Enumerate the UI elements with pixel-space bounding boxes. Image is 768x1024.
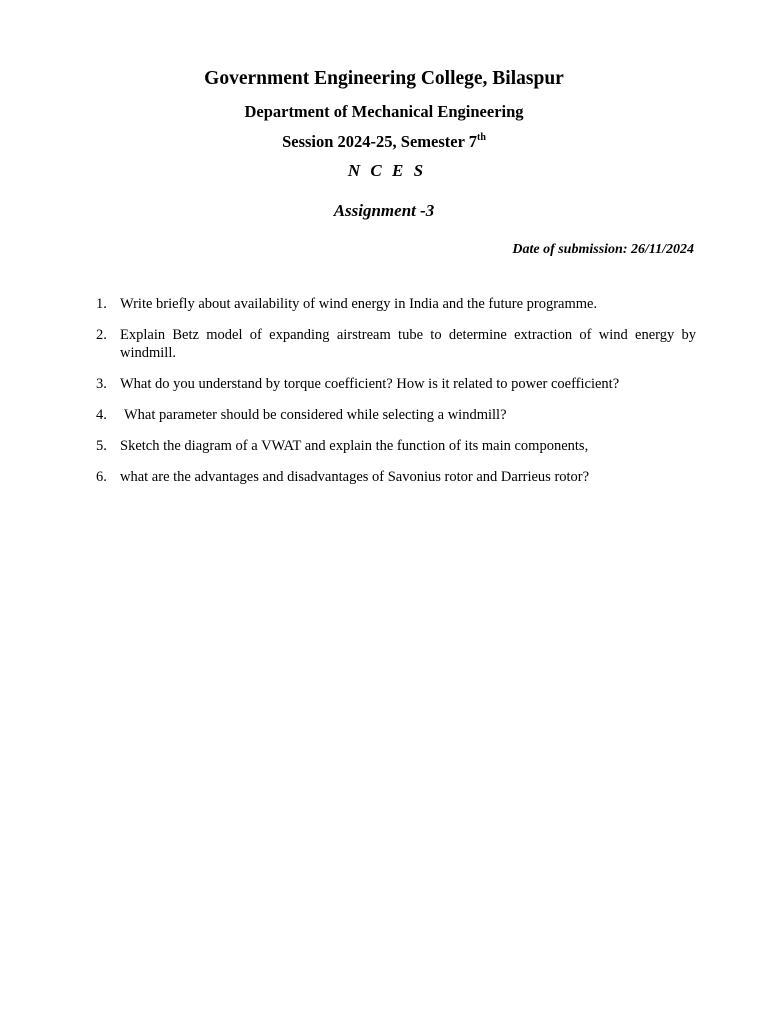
question-number: 3. (96, 376, 107, 392)
question-item (96, 406, 696, 424)
question-item (96, 437, 696, 455)
assignment-title: Assignment -3 (333, 201, 435, 220)
session-text: Session 2024-25, Semester 7 (282, 132, 478, 151)
question-item (96, 326, 696, 362)
question-list (96, 295, 696, 499)
question-text: what are the advantages and disadvantages of Savonius rotor and Darrieus rotor? (120, 469, 590, 485)
question-number: 1. (96, 296, 107, 312)
question-item (96, 375, 696, 393)
question-text: What do you understand by torque coefficient? How is it related to power coefficient? (120, 376, 620, 392)
question-text: Explain Betz model of expanding airstream tube to determine extraction of wind energy by windmill. (120, 327, 696, 361)
session-line (0, 132, 768, 152)
session-superscript: th (477, 131, 486, 143)
course-code: N C E S (347, 161, 427, 180)
question-number: 6. (96, 469, 107, 485)
question-number: 5. (96, 438, 107, 454)
question-text: Sketch the diagram of a VWAT and explain the function of its main components, (120, 438, 589, 454)
college-name: Government Engineering College, Bilaspur (204, 68, 564, 89)
question-item (96, 468, 696, 486)
question-number: 4. (96, 407, 107, 423)
question-item (96, 295, 696, 313)
question-number: 2. (96, 327, 107, 343)
question-text: Write briefly about availability of wind energy in India and the future programme. (120, 296, 598, 312)
question-text: What parameter should be considered while selecting a windmill? (124, 407, 507, 423)
submission-date: Date of submission: 26/11/2024 (512, 242, 694, 257)
department-name: Department of Mechanical Engineering (244, 102, 524, 121)
